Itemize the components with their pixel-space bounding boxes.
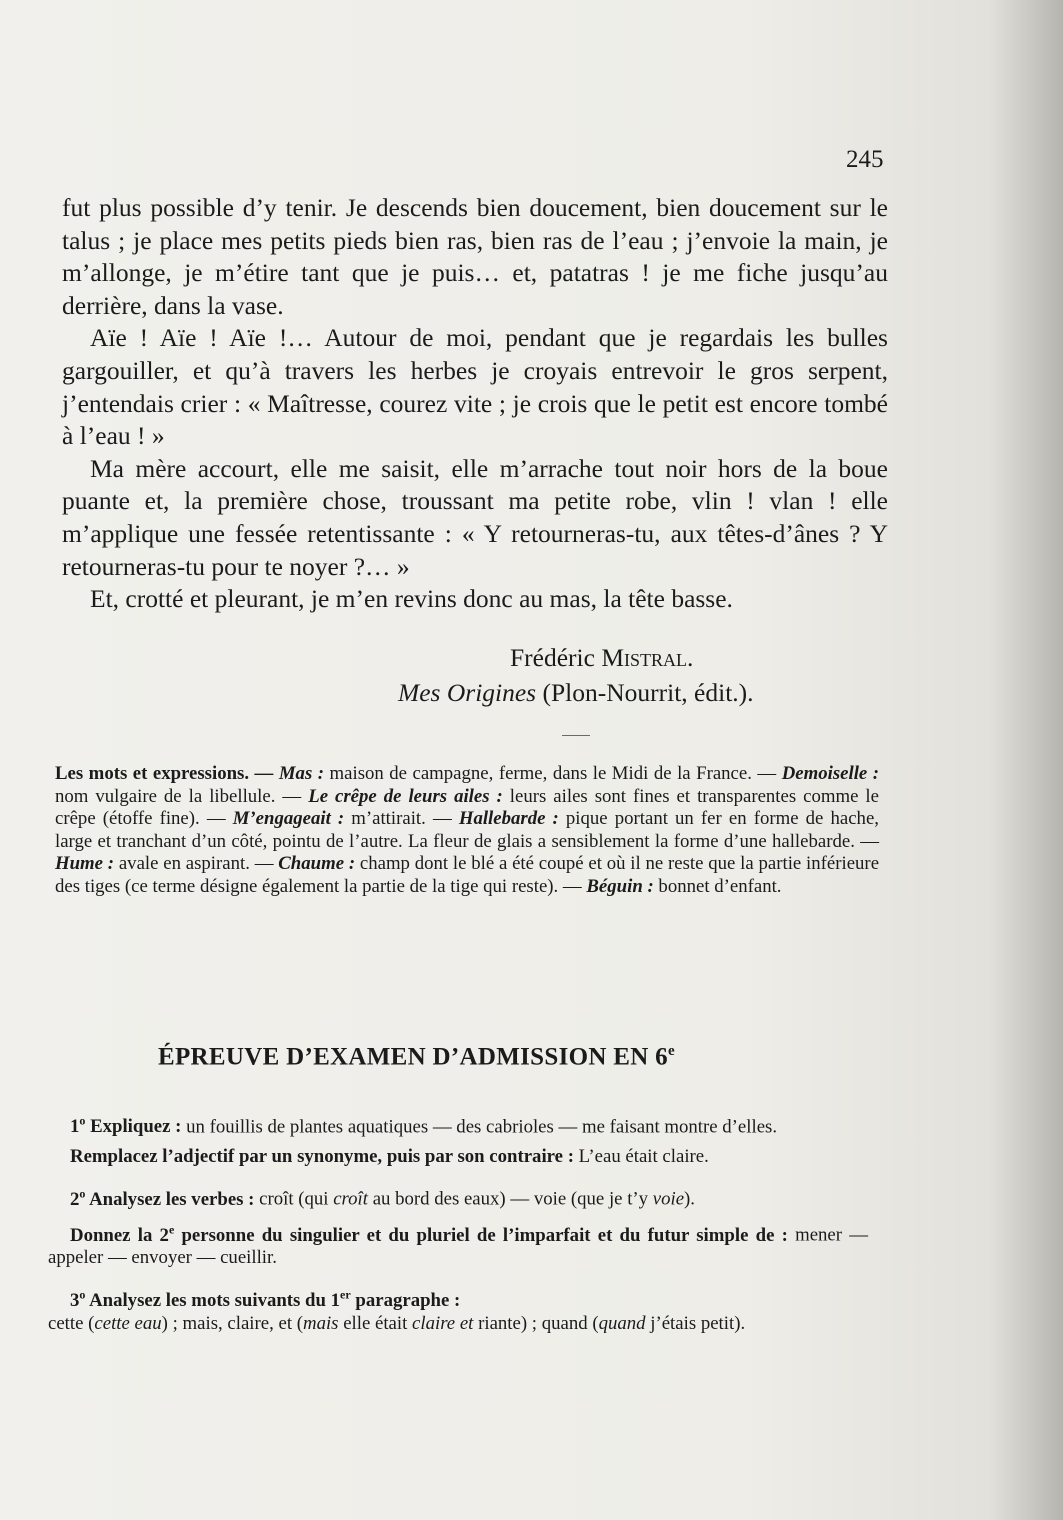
source-citation: [398, 677, 754, 709]
glossary-definition: champ dont le blé a été coupé et où il ne reste que la partie inférieure des tiges (ce terme désigne également la partie de la tige qui reste). —: [55, 853, 880, 897]
question-text: ).: [684, 1188, 695, 1210]
exam-heading: [158, 1043, 675, 1071]
glossary-term: Chaume :: [278, 853, 356, 875]
question-1: [48, 1110, 868, 1139]
glossary-definition: pique portant un fer en forme de hache, large et tranchant d’un côté, pointu de l’autre. La fleur de glais a sensiblement la forme d’une hallebarde. —: [55, 808, 879, 852]
question-text: elle était: [343, 1312, 408, 1334]
glossary-term: Hallebarde :: [458, 808, 559, 830]
question-2b: [48, 1218, 868, 1269]
glossary-definition: maison de campagne, ferme, dans le Midi de la France. —: [329, 763, 777, 784]
question-text: croît (qui: [259, 1188, 329, 1210]
question-text: cette (: [48, 1312, 95, 1334]
ordinal-sup: o: [79, 1287, 86, 1302]
prose-paragraph: Aïe ! Aïe ! Aïe !… Autour de moi, pendant que je regardais les bulles gargouiller, et qu’à travers les herbes je croyais entrevoir le gros serpent, j’entendais crier : « Maîtresse, courez vite ; je crois que le petit est encore tombé à l’eau ! »: [62, 323, 888, 451]
question-label: Analysez les mots suivants du 1: [89, 1290, 341, 1312]
question-text: mener — appeler — envoyer — cueillir.: [48, 1224, 869, 1269]
publisher: (Plon-Nourrit, édit.).: [542, 678, 754, 707]
page-number: 245: [846, 146, 884, 173]
glossary-term: Béguin :: [586, 875, 654, 897]
question-text: riante) ; quand (: [478, 1312, 599, 1334]
question-italic: croît: [333, 1188, 368, 1210]
glossary-term: Mas :: [278, 763, 325, 784]
question-label: Donnez la 2: [70, 1224, 169, 1246]
glossary-definition: m’attirait. —: [351, 808, 452, 830]
exam-heading-sup: e: [667, 1043, 675, 1059]
question-italic: quand: [598, 1312, 646, 1334]
prose-paragraph: Et, crotté et pleurant, je m’en revins donc au mas, la tête basse.: [90, 584, 733, 614]
question-text: un fouillis de plantes aquatiques — des cabrioles — me faisant montre d’elles.: [186, 1116, 778, 1138]
section-divider: [562, 735, 590, 736]
question-3-body: [48, 1313, 868, 1336]
glossary-term: Demoiselle :: [781, 763, 880, 784]
question-italic: mais: [303, 1312, 339, 1334]
ordinal-sup: er: [340, 1287, 351, 1302]
question-text: au bord des eaux) — voie (que je t’y: [372, 1188, 649, 1210]
question-text: j’étais petit).: [650, 1312, 746, 1334]
glossary-definition: avale en aspirant. —: [118, 853, 274, 875]
question-italic: cette eau: [94, 1312, 162, 1334]
glossary-term: M’engageait :: [232, 808, 345, 830]
glossary-definition: bonnet d’enfant.: [658, 875, 782, 897]
question-number: 1: [70, 1116, 80, 1138]
exam-heading-text: ÉPREUVE D’EXAMEN D’ADMISSION EN 6: [158, 1043, 668, 1071]
author-signature: [510, 642, 693, 674]
ordinal-sup: o: [79, 1186, 86, 1201]
ordinal-sup: e: [168, 1222, 175, 1237]
question-text: ) ; mais, claire, et (: [161, 1312, 303, 1334]
question-label: paragraphe :: [355, 1290, 461, 1312]
question-italic: voie: [652, 1188, 685, 1210]
glossary-term: Le crêpe de leurs ailes :: [308, 785, 503, 807]
question-label: personne du singulier et du pluriel de l’imparfait et du futur simple de :: [181, 1224, 788, 1246]
question-italic: claire et: [412, 1312, 474, 1334]
glossary-term: Hume :: [55, 853, 115, 875]
exam-questions: [48, 1110, 868, 1335]
glossary: [55, 763, 879, 899]
author-last-name: Mistral.: [601, 643, 694, 672]
question-label: Analysez les verbes :: [89, 1188, 255, 1210]
question-2: [48, 1182, 868, 1211]
question-label: Expliquez :: [90, 1116, 182, 1138]
prose-paragraph: Ma mère accourt, elle me saisit, elle m’arrache tout noir hors de la boue puante et, la première chose, troussant ma petite robe, vlin ! vlan ! elle m’applique une fessée retentissante : « Y retourneras-tu, aux têtes-d’ânes ? Y retourneras-tu pour te noyer ?… »: [62, 453, 888, 581]
glossary-heading: Les mots et expressions. —: [55, 763, 274, 784]
question-number: 3: [70, 1290, 80, 1312]
glossary-definition: leurs ailes sont fines et transparentes comme le crêpe (étoffe fine). —: [55, 785, 879, 830]
work-title: Mes Origines: [398, 678, 537, 707]
ordinal-sup: o: [79, 1114, 86, 1128]
question-3: [48, 1284, 868, 1335]
author-first-name: Frédéric: [510, 643, 595, 672]
prose-paragraph: fut plus possible d’y tenir. Je descends bien doucement, bien doucement sur le talus ; je place mes petits pieds bien ras, bien ras de l’eau ; j’envoie la main, je m’allonge, je m’étire tant que je puis… et, patatras ! je me fiche jusqu’au derrière, dans la vase.: [62, 193, 888, 320]
question-label: Remplacez l’adjectif par un synonyme, puis par son contraire :: [70, 1145, 574, 1167]
question-1b: [48, 1146, 868, 1169]
prose-excerpt: [62, 192, 888, 616]
question-number: 2: [70, 1188, 80, 1210]
glossary-definition: nom vulgaire de la libellule. —: [55, 785, 302, 807]
question-text: L’eau était claire.: [578, 1145, 709, 1167]
